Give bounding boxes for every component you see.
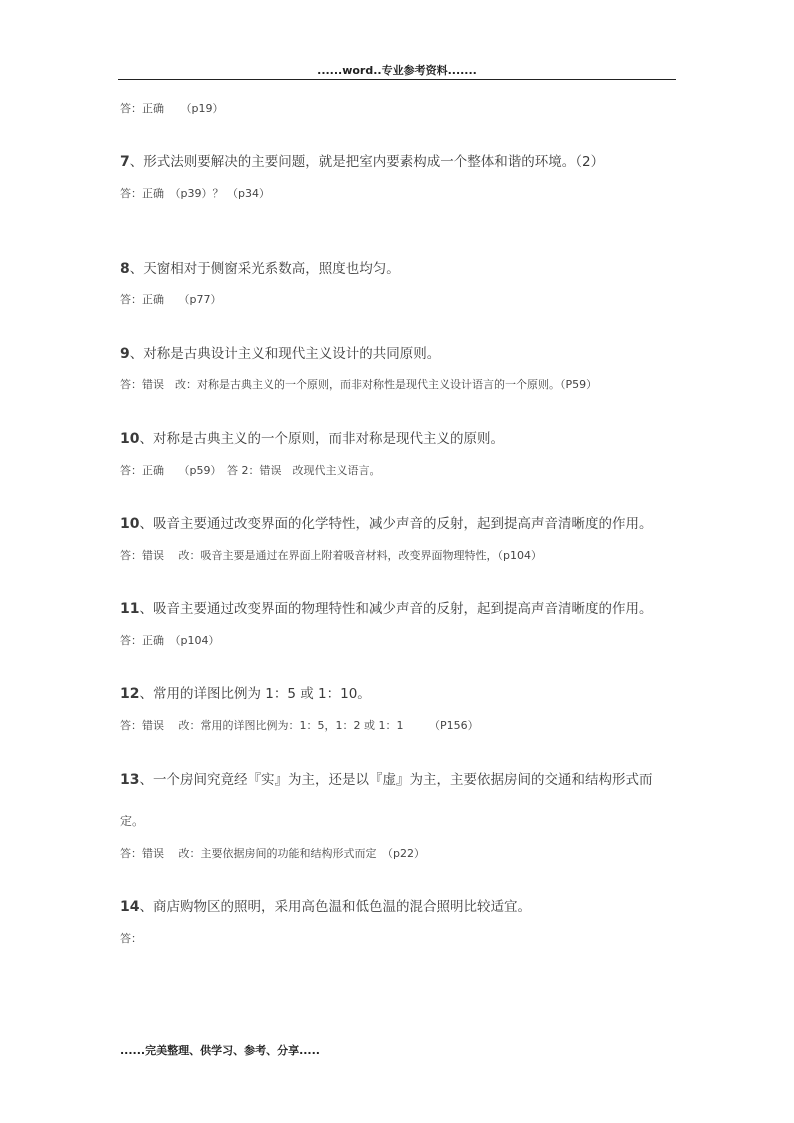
answer-line: 答：正确 （p59） 答 2：错误 改现代主义语言。	[120, 464, 381, 477]
answer-line: 答：错误 改：吸音主要是通过在界面上附着吸音材料，改变界面物理特性，（p104）	[120, 549, 542, 562]
question-continuation: 定。	[120, 814, 145, 828]
answer-line: 答：错误 改：常用的详图比例为：1：5，1：2 或 1：1 （P156）	[120, 719, 479, 732]
question-line: 7、形式法则要解决的主要问题，就是把室内要素构成一个整体和谐的环境。（2）	[120, 154, 605, 170]
answer-line: 答：错误 改：主要依据房间的功能和结构形式而定 （p22）	[120, 847, 425, 860]
question-line: 9、对称是古典设计主义和现代主义设计的共同原则。	[120, 346, 441, 362]
answer-line: 答：正确 （p104）	[120, 634, 220, 647]
question-line: 14、商店购物区的照明，采用高色温和低色温的混合照明比较适宜。	[120, 899, 531, 915]
answer-line: 答：正确 （p77）	[120, 293, 222, 306]
question-line: 12、常用的详图比例为 1：5 或 1：10。	[120, 686, 371, 702]
answer-line: 答：正确 （p19）	[120, 102, 224, 115]
question-line: 11、吸音主要通过改变界面的物理特性和减少声音的反射，起到提高声音清晰度的作用。	[120, 601, 653, 617]
question-line: 8、天窗相对于侧窗采光系数高，照度也均匀。	[120, 261, 400, 277]
header-divider	[118, 79, 676, 80]
question-line: 13、一个房间究竟经『实』为主，还是以『虚』为主，主要依据房间的交通和结构形式而	[120, 772, 653, 788]
answer-line: 答：	[120, 932, 142, 945]
page-footer: ......完美整理、供学习、参考、分享.....	[120, 1044, 320, 1057]
question-line: 10、吸音主要通过改变界面的化学特性，减少声音的反射，起到提高声音清晰度的作用。	[120, 516, 653, 532]
answer-line: 答：错误 改：对称是古典主义的一个原则，而非对称性是现代主义设计语言的一个原则。（P59）	[120, 378, 598, 391]
question-line: 10、对称是古典主义的一个原则，而非对称是现代主义的原则。	[120, 431, 504, 447]
answer-line: 答：正确 （p39）？ （p34）	[120, 187, 270, 200]
page-header: ......word..专业参考资料.......	[317, 64, 477, 77]
